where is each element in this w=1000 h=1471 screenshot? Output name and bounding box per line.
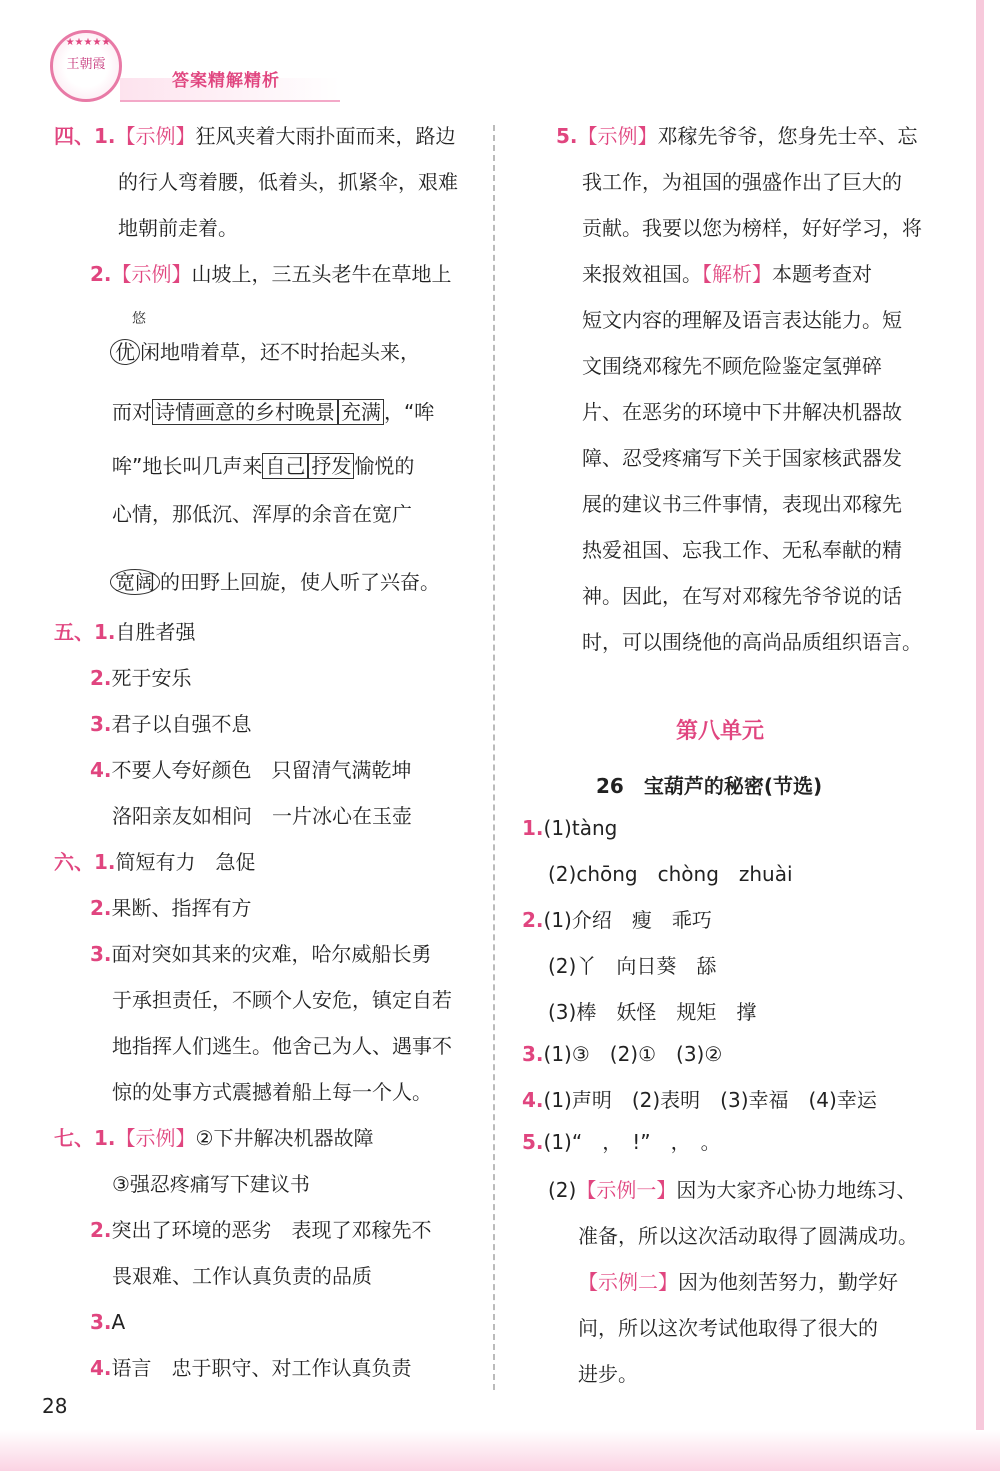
r5-line1: 5.【示例】邓稼先爷爷，您身先士卒、忘 (556, 124, 918, 148)
r5-line10: 热爱祖国、忘我工作、无私奉献的精 (582, 538, 902, 562)
q2-line2: (2)丫 向日葵 舔 (548, 954, 717, 978)
unit-title: 第八单元 (676, 719, 765, 744)
s4-i1-line2: 的行人弯着腰，低着头，抓紧伞，艰难 (118, 170, 458, 194)
s5-i4-line1: 4.不要人夸好颜色 只留清气满乾坤 (90, 758, 412, 782)
q5-line5: 问，所以这次考试他取得了很大的 (578, 1316, 878, 1340)
s7-i1-line1: 七、1.【示例】②下井解决机器故障 (54, 1126, 374, 1150)
publisher-logo (50, 30, 122, 102)
s5-i4-line2: 洛阳亲友如相问 一片冰心在玉壶 (112, 804, 412, 828)
s6-i1: 六、1.简短有力 急促 (54, 850, 256, 874)
correction-you: 悠 (132, 311, 146, 327)
s6-i2: 2.果断、指挥有方 (90, 896, 252, 920)
r5-line2: 我工作，为祖国的强盛作出了巨大的 (582, 170, 902, 194)
r5-line7: 片、在恶劣的环境中下井解决机器故 (582, 400, 902, 424)
r5-line3: 贡献。我要以您为榜样，好好学习，将 (582, 216, 922, 240)
s5-i3: 3.君子以自强不息 (90, 712, 252, 736)
r5-line11: 神。因此，在写对邓稼先爷爷说的话 (582, 584, 902, 608)
r5-line12: 时，可以围绕他的高尚品质组织语言。 (582, 630, 922, 654)
r5-line6: 文围绕邓稼先不顾危险鉴定氢弹碎 (582, 354, 882, 378)
s5-i2: 2.死于安乐 (90, 666, 192, 690)
r5-line9: 展的建议书三件事情，表现出邓稼先 (582, 492, 902, 516)
q2-line3: (3)棒 妖怪 规矩 撑 (548, 1000, 757, 1024)
r5-line8: 障、忍受疼痛写下关于国家核武器发 (582, 446, 902, 470)
header-title: 答案精解精析 (172, 71, 280, 91)
s4-i2-line6: 宽阔 的田野上回旋，使人听了兴奋。 (110, 570, 440, 594)
s4-i1-line1: 四、1.【示例】狂风夹着大雨扑面而来，路边 (54, 124, 456, 148)
s6-i3-line1: 3.面对突如其来的灾难，哈尔威船长勇 (90, 942, 432, 966)
footer-band (0, 1430, 1000, 1471)
logo-text: 王朝霞 (66, 57, 106, 72)
lesson-title: 26 宝葫芦的秘密(节选) (596, 774, 823, 798)
q5-line2: (2)【示例一】因为大家齐心协力地练习、 (548, 1178, 917, 1202)
q1-line1: 1.(1)tàng (522, 816, 618, 840)
r5-line4: 来报效祖国。【解析】本题考查对 (582, 262, 872, 286)
s4-i1-line3: 地朝前走着。 (118, 216, 238, 240)
s6-i3-line2: 于承担责任，不顾个人安危，镇定自若 (112, 988, 452, 1012)
s4-i2-line5: 心情，那低沉、浑厚的余音在宽广 (112, 502, 412, 526)
right-edge-bar (976, 0, 984, 1430)
q2-line1: 2.(1)介绍 瘦 乖巧 (522, 908, 712, 932)
page-header (40, 22, 460, 112)
s7-i4: 4.语言 忠于职守、对工作认真负责 (90, 1356, 412, 1380)
q5-line6: 进步。 (578, 1362, 638, 1386)
q1-line2: (2)chōng chòng zhuài (548, 862, 793, 886)
s4-i2-line1: 2.【示例】山坡上，三五头老牛在草地上 (90, 262, 452, 286)
s6-i3-line3: 地指挥人们逃生。他舍己为人、遇事不 (112, 1034, 452, 1058)
q4: 4.(1)声明 (2)表明 (3)幸福 (4)幸运 (522, 1088, 877, 1112)
s7-i3: 3.A (90, 1310, 126, 1334)
s7-i2-line2: 畏艰难、工作认真负责的品质 (112, 1264, 372, 1288)
q5-line3: 准备，所以这次活动取得了圆满成功。 (578, 1224, 918, 1248)
r5-line5: 短文内容的理解及语言表达能力。短 (582, 308, 902, 332)
s7-i1-line2: ③强忍疼痛写下建议书 (112, 1172, 310, 1196)
q5-line4: 【示例二】因为他刻苦努力，勤学好 (578, 1270, 898, 1294)
q3: 3.(1)③ (2)① (3)② (522, 1042, 723, 1066)
s4-i2-line2: 优 闲地啃着草，还不时抬起头来， (110, 340, 420, 364)
star-icons: ★★★★★ (65, 37, 111, 48)
page-number: 28 (42, 1394, 68, 1418)
column-divider (493, 125, 495, 1390)
s4-i2-line4: 哞”地长叫几声来 自己 抒发 愉悦的 (112, 454, 415, 478)
q5-line1: 5.(1)“ ， !” ， 。 (522, 1130, 721, 1154)
s7-i2-line1: 2.突出了环境的恶劣 表现了邓稼先不 (90, 1218, 432, 1242)
s4-i2-line3: 而对 诗情画意的乡村晚景 充满 ，“哞 (112, 400, 435, 424)
s5-i1: 五、1.自胜者强 (54, 620, 196, 644)
s6-i3-line4: 惊的处事方式震撼着船上每一个人。 (112, 1080, 432, 1104)
